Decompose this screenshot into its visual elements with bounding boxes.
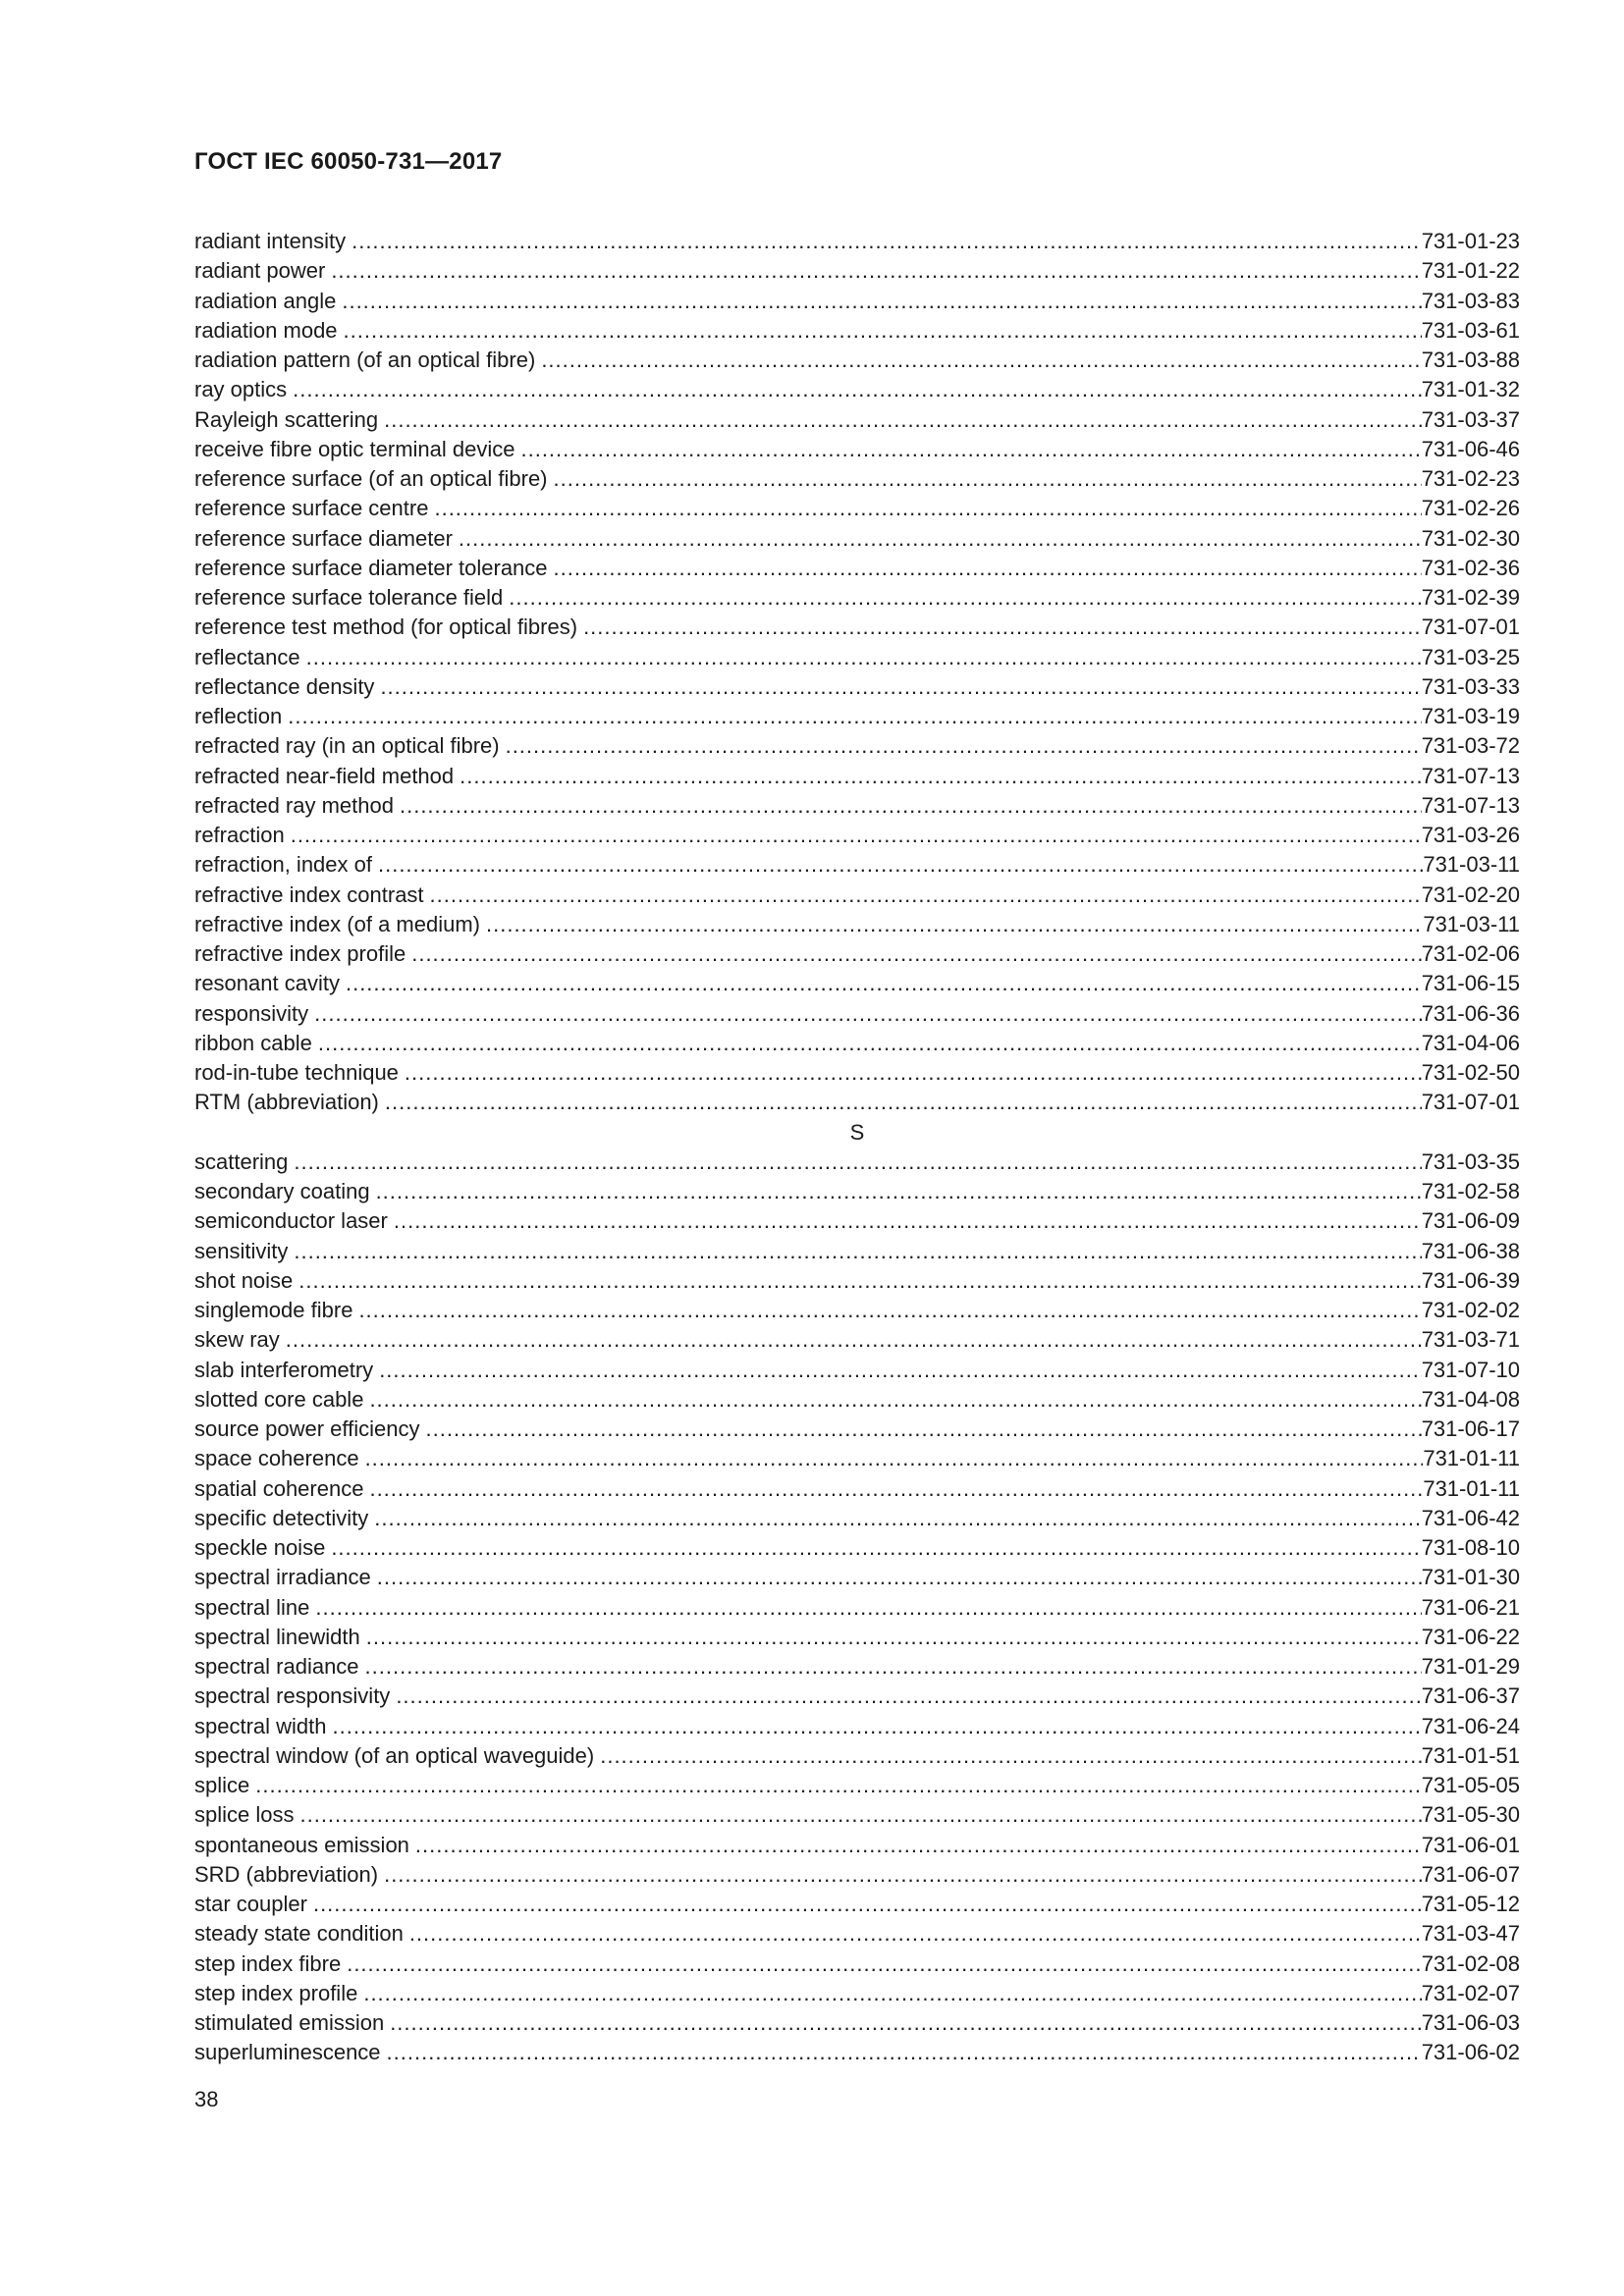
- index-entry: [194, 1652, 1520, 1682]
- index-reference: 731-02-58: [1421, 1179, 1520, 1203]
- index-entry: [194, 702, 1520, 731]
- index-entry: [194, 1741, 1520, 1771]
- index-reference: 731-05-05: [1421, 1773, 1520, 1797]
- index-reference: 731-01-51: [1421, 1742, 1520, 1768]
- dot-leader: [396, 1682, 1421, 1711]
- index-term: reflectance: [194, 644, 300, 669]
- index-term: radiation mode: [194, 317, 338, 343]
- index-term: resonant cavity: [194, 971, 340, 996]
- index-reference: 731-03-83: [1421, 288, 1520, 313]
- index-term: steady state condition: [194, 1921, 404, 1947]
- index-reference: 731-07-01: [1421, 614, 1520, 640]
- dot-leader: [385, 1088, 1422, 1117]
- dot-leader: [380, 672, 1421, 702]
- index-entry: [194, 346, 1520, 375]
- index-entry: [194, 672, 1520, 702]
- index-entry: [194, 1325, 1520, 1355]
- dot-leader: [415, 1831, 1422, 1860]
- index-entry: [194, 910, 1520, 939]
- index-term: reflectance density: [194, 673, 375, 699]
- index-entry: [194, 2008, 1520, 2038]
- dot-leader: [294, 1148, 1421, 1177]
- dot-leader: [400, 791, 1422, 821]
- index-entry: [194, 1177, 1520, 1206]
- dot-leader: [333, 1712, 1422, 1741]
- index-entry: [194, 1563, 1520, 1592]
- index-term: stimulated emission: [194, 2010, 385, 2035]
- index-reference: 731-08-10: [1421, 1535, 1520, 1560]
- index-term: spectral responsivity: [194, 1683, 391, 1709]
- dot-leader: [369, 1474, 1423, 1504]
- dot-leader: [313, 1890, 1422, 1919]
- dot-leader: [390, 2008, 1422, 2038]
- index-entry: [194, 1771, 1520, 1800]
- index-entry: [194, 316, 1520, 346]
- page-number: 38: [194, 2087, 219, 2111]
- dot-leader: [554, 464, 1422, 494]
- index-term: reference surface diameter: [194, 525, 453, 551]
- index-term: scattering: [194, 1148, 289, 1174]
- index-term: refractive index (of a medium): [194, 911, 480, 936]
- dot-leader: [306, 643, 1422, 672]
- index-reference: 731-03-19: [1421, 704, 1520, 728]
- index-entry: [194, 1831, 1520, 1860]
- index-reference: 731-03-71: [1421, 1327, 1520, 1353]
- index-term: RTM (abbreviation): [194, 1090, 379, 1115]
- index-term: refraction: [194, 823, 285, 847]
- index-entry: [194, 1444, 1520, 1473]
- index-entry: [194, 613, 1520, 642]
- index-reference: 731-03-37: [1421, 406, 1520, 432]
- index-entry: [194, 1148, 1520, 1177]
- index-reference: 731-05-12: [1421, 1892, 1520, 1916]
- dot-leader: [294, 1237, 1421, 1266]
- index-term: radiation pattern (of an optical fibre): [194, 347, 536, 372]
- index-reference: 731-01-11: [1423, 1475, 1520, 1501]
- index-entry: [194, 1712, 1520, 1741]
- index-term: refracted near-field method: [194, 763, 455, 788]
- index-term: reference surface (of an optical fibre): [194, 466, 548, 491]
- dot-leader: [363, 1979, 1421, 2008]
- index-entry: [194, 821, 1520, 850]
- index-term: slab interferometry: [194, 1357, 374, 1382]
- index-reference: 731-07-01: [1421, 1090, 1520, 1115]
- index-term: ray optics: [194, 377, 288, 402]
- dot-leader: [346, 969, 1422, 998]
- index-term: spontaneous emission: [194, 1832, 409, 1857]
- dot-leader: [509, 583, 1421, 613]
- index-reference: 731-06-01: [1421, 1832, 1520, 1857]
- index-term: receive fibre optic terminal device: [194, 436, 515, 461]
- index-reference: 731-03-88: [1421, 347, 1520, 372]
- dot-leader: [600, 1741, 1421, 1771]
- dot-leader: [298, 1266, 1421, 1296]
- index-entry: [194, 1979, 1520, 2008]
- index-term: spectral irradiance: [194, 1565, 371, 1590]
- page-header-title: ГОСТ IEC 60050-731—2017: [194, 148, 503, 175]
- index-entry: [194, 1058, 1520, 1088]
- dot-leader: [506, 731, 1422, 761]
- index-term: refractive index profile: [194, 941, 406, 966]
- index-term: space coherence: [194, 1446, 359, 1471]
- index-reference: 731-04-08: [1421, 1386, 1520, 1412]
- index-entry: [194, 1029, 1520, 1058]
- index-term: rod-in-tube technique: [194, 1060, 399, 1085]
- index-term: splice: [194, 1773, 250, 1797]
- index-reference: 731-06-39: [1421, 1267, 1520, 1293]
- dot-leader: [347, 1949, 1421, 1979]
- index-entry: [194, 583, 1520, 613]
- dot-leader: [583, 613, 1422, 642]
- index-entry: [194, 1356, 1520, 1385]
- index-reference: 731-02-07: [1421, 1980, 1520, 2005]
- index-entry: [194, 405, 1520, 435]
- index-entry: [194, 524, 1520, 554]
- index-reference: 731-02-02: [1421, 1298, 1520, 1322]
- dot-leader: [460, 762, 1422, 791]
- index-term: shot noise: [194, 1267, 294, 1293]
- index-reference: 731-02-39: [1421, 585, 1520, 610]
- index-reference: 731-01-32: [1421, 377, 1520, 402]
- dot-leader: [384, 1860, 1422, 1890]
- dot-leader: [374, 1504, 1421, 1533]
- dot-leader: [409, 1919, 1422, 1949]
- dot-leader: [434, 494, 1421, 523]
- dot-leader: [288, 702, 1421, 731]
- index-entry: [194, 464, 1520, 494]
- index-entry: [194, 1800, 1520, 1830]
- index-reference: 731-05-30: [1421, 1802, 1520, 1828]
- index-term: secondary coating: [194, 1179, 370, 1203]
- index-term: singlemode fibre: [194, 1298, 353, 1322]
- index-entry: [194, 643, 1520, 672]
- section-letter: S: [849, 1119, 865, 1145]
- index-entry: [194, 1474, 1520, 1504]
- index-reference: 731-03-61: [1421, 317, 1520, 343]
- index-entry: [194, 1890, 1520, 1919]
- index-reference: 731-02-06: [1421, 941, 1520, 966]
- index-term: spectral radiance: [194, 1654, 359, 1679]
- index-reference: 731-06-22: [1421, 1624, 1520, 1649]
- index-entry: [194, 1533, 1520, 1563]
- dot-leader: [486, 910, 1423, 939]
- index-entry: [194, 554, 1520, 583]
- index-term: source power efficiency: [194, 1416, 420, 1441]
- index-reference: 731-07-10: [1421, 1357, 1520, 1382]
- index-entry: [194, 256, 1520, 286]
- index-reference: 731-02-26: [1421, 496, 1520, 521]
- index-entry: [194, 375, 1520, 404]
- index-entry: [194, 1296, 1520, 1325]
- index-entry: [194, 791, 1520, 821]
- index-entry: [194, 1919, 1520, 1949]
- index-reference: 731-06-38: [1421, 1238, 1520, 1263]
- dot-leader: [365, 1444, 1424, 1473]
- index-reference: 731-02-36: [1421, 555, 1520, 580]
- dot-leader: [369, 1385, 1421, 1415]
- dot-leader: [358, 1296, 1421, 1325]
- dot-leader: [293, 375, 1422, 404]
- index-reference: 731-07-13: [1421, 792, 1520, 818]
- index-reference: 731-03-33: [1421, 673, 1520, 699]
- index-reference: 731-06-36: [1421, 1000, 1520, 1026]
- index-term: slotted core cable: [194, 1386, 364, 1412]
- dot-leader: [331, 256, 1421, 286]
- dot-leader: [342, 287, 1421, 316]
- dot-leader: [299, 1800, 1421, 1830]
- index-entry: [194, 731, 1520, 761]
- index-entry: [194, 494, 1520, 523]
- index-term: radiant power: [194, 258, 326, 284]
- dot-leader: [405, 1058, 1422, 1088]
- index-term: refracted ray method: [194, 792, 394, 818]
- index-reference: 731-01-22: [1421, 258, 1520, 284]
- index-entry: [194, 1237, 1520, 1266]
- index-term: radiation angle: [194, 288, 337, 313]
- index-term: refracted ray (in an optical fibre): [194, 733, 500, 759]
- index-entry: [194, 1593, 1520, 1623]
- dot-leader: [554, 554, 1422, 583]
- index-term: radiant intensity: [194, 229, 347, 253]
- dot-leader: [344, 316, 1422, 346]
- index-reference: 731-04-06: [1421, 1030, 1520, 1055]
- index-entry: [194, 1266, 1520, 1296]
- index-reference: 731-02-23: [1421, 466, 1520, 491]
- index-term: ribbon cable: [194, 1030, 312, 1055]
- index-term: superluminescence: [194, 2040, 381, 2065]
- index-reference: 731-03-11: [1423, 911, 1520, 936]
- index-term: spectral line: [194, 1594, 310, 1620]
- index-reference: 731-06-42: [1421, 1505, 1520, 1530]
- index-reference: 731-06-21: [1421, 1594, 1520, 1620]
- dot-leader: [366, 1623, 1422, 1652]
- index-reference: 731-06-09: [1421, 1208, 1520, 1234]
- dot-leader: [255, 1771, 1421, 1800]
- dot-leader: [376, 1177, 1422, 1206]
- index-entry: [194, 1206, 1520, 1236]
- index-reference: 731-03-72: [1421, 733, 1520, 759]
- index-reference: 731-03-35: [1421, 1148, 1520, 1174]
- index-entry: [194, 1088, 1520, 1117]
- index-entry: [194, 850, 1520, 880]
- index-term: specific detectivity: [194, 1505, 369, 1530]
- index-term: speckle noise: [194, 1535, 326, 1560]
- index-reference: 731-02-08: [1421, 1950, 1520, 1976]
- index-term: spectral window (of an optical waveguide): [194, 1742, 595, 1768]
- dot-leader: [459, 524, 1422, 554]
- index-entry: [194, 762, 1520, 791]
- index-reference: 731-01-29: [1421, 1654, 1520, 1679]
- index-reference: 731-02-50: [1421, 1060, 1520, 1085]
- index-term: spectral width: [194, 1713, 327, 1738]
- index-entry: [194, 999, 1520, 1029]
- index-term: reference surface centre: [194, 496, 429, 521]
- index-entry: [194, 287, 1520, 316]
- dot-leader: [520, 435, 1421, 464]
- dot-leader: [378, 850, 1423, 880]
- dot-leader: [314, 999, 1422, 1029]
- index-term: skew ray: [194, 1327, 280, 1353]
- dot-leader: [430, 881, 1422, 910]
- index-reference: 731-06-15: [1421, 971, 1520, 996]
- dot-leader: [331, 1533, 1421, 1563]
- index-term: reference surface tolerance field: [194, 585, 504, 610]
- index-term: responsivity: [194, 1000, 309, 1026]
- index-term: spatial coherence: [194, 1475, 364, 1501]
- index-term: semiconductor laser: [194, 1208, 388, 1234]
- index-term: star coupler: [194, 1892, 307, 1916]
- index-term: SRD (abbreviation): [194, 1861, 379, 1887]
- index-term: step index profile: [194, 1980, 358, 2005]
- index-reference: 731-06-46: [1421, 436, 1520, 461]
- dot-leader: [286, 1325, 1422, 1355]
- index-entry: [194, 1385, 1520, 1415]
- index-entry: [194, 881, 1520, 910]
- index-reference: 731-03-26: [1421, 823, 1520, 847]
- index-entry: [194, 969, 1520, 998]
- index-entry: [194, 1682, 1520, 1711]
- index-term: step index fibre: [194, 1950, 342, 1976]
- dot-leader: [541, 346, 1421, 375]
- index-reference: 731-02-20: [1421, 881, 1520, 907]
- term-index-list: [194, 227, 1520, 2068]
- index-reference: 731-01-11: [1423, 1446, 1520, 1471]
- index-reference: 731-06-03: [1421, 2010, 1520, 2035]
- index-entry: [194, 1623, 1520, 1652]
- dot-leader: [387, 2038, 1422, 2067]
- index-reference: 731-03-11: [1423, 852, 1520, 878]
- index-reference: 731-06-24: [1421, 1713, 1520, 1738]
- index-term: refractive index contrast: [194, 881, 424, 907]
- index-entry: [194, 939, 1520, 969]
- index-reference: 731-03-47: [1421, 1921, 1520, 1947]
- index-term: splice loss: [194, 1802, 295, 1828]
- index-entry: [194, 1949, 1520, 1979]
- index-term: Rayleigh scattering: [194, 406, 379, 432]
- index-reference: 731-06-37: [1421, 1683, 1520, 1709]
- dot-leader: [384, 405, 1422, 435]
- dot-leader: [377, 1563, 1422, 1592]
- index-term: reference surface diameter tolerance: [194, 555, 548, 580]
- index-term: reflection: [194, 704, 283, 728]
- dot-leader: [379, 1356, 1422, 1385]
- index-entry: [194, 227, 1520, 256]
- index-entry: [194, 1504, 1520, 1533]
- index-entry: [194, 2038, 1520, 2067]
- dot-leader: [394, 1206, 1422, 1236]
- dot-leader: [365, 1652, 1422, 1682]
- index-reference: 731-06-02: [1421, 2040, 1520, 2065]
- index-reference: 731-01-30: [1421, 1565, 1520, 1590]
- index-term: sensitivity: [194, 1238, 289, 1263]
- index-term: reference test method (for optical fibres): [194, 614, 578, 640]
- index-reference: 731-02-30: [1421, 525, 1520, 551]
- index-reference: 731-06-07: [1421, 1861, 1520, 1887]
- dot-leader: [352, 227, 1422, 256]
- dot-leader: [318, 1029, 1422, 1058]
- index-entry: [194, 435, 1520, 464]
- index-reference: 731-01-23: [1421, 229, 1520, 253]
- dot-leader: [411, 939, 1421, 969]
- dot-leader: [426, 1415, 1422, 1444]
- dot-leader: [315, 1593, 1421, 1623]
- index-reference: 731-06-17: [1421, 1416, 1520, 1441]
- index-reference: 731-03-25: [1421, 644, 1520, 669]
- index-entry: [194, 1860, 1520, 1890]
- index-entry: [194, 1415, 1520, 1444]
- index-term: refraction, index of: [194, 852, 372, 878]
- index-term: spectral linewidth: [194, 1624, 360, 1649]
- dot-leader: [291, 821, 1422, 850]
- index-reference: 731-07-13: [1421, 763, 1520, 788]
